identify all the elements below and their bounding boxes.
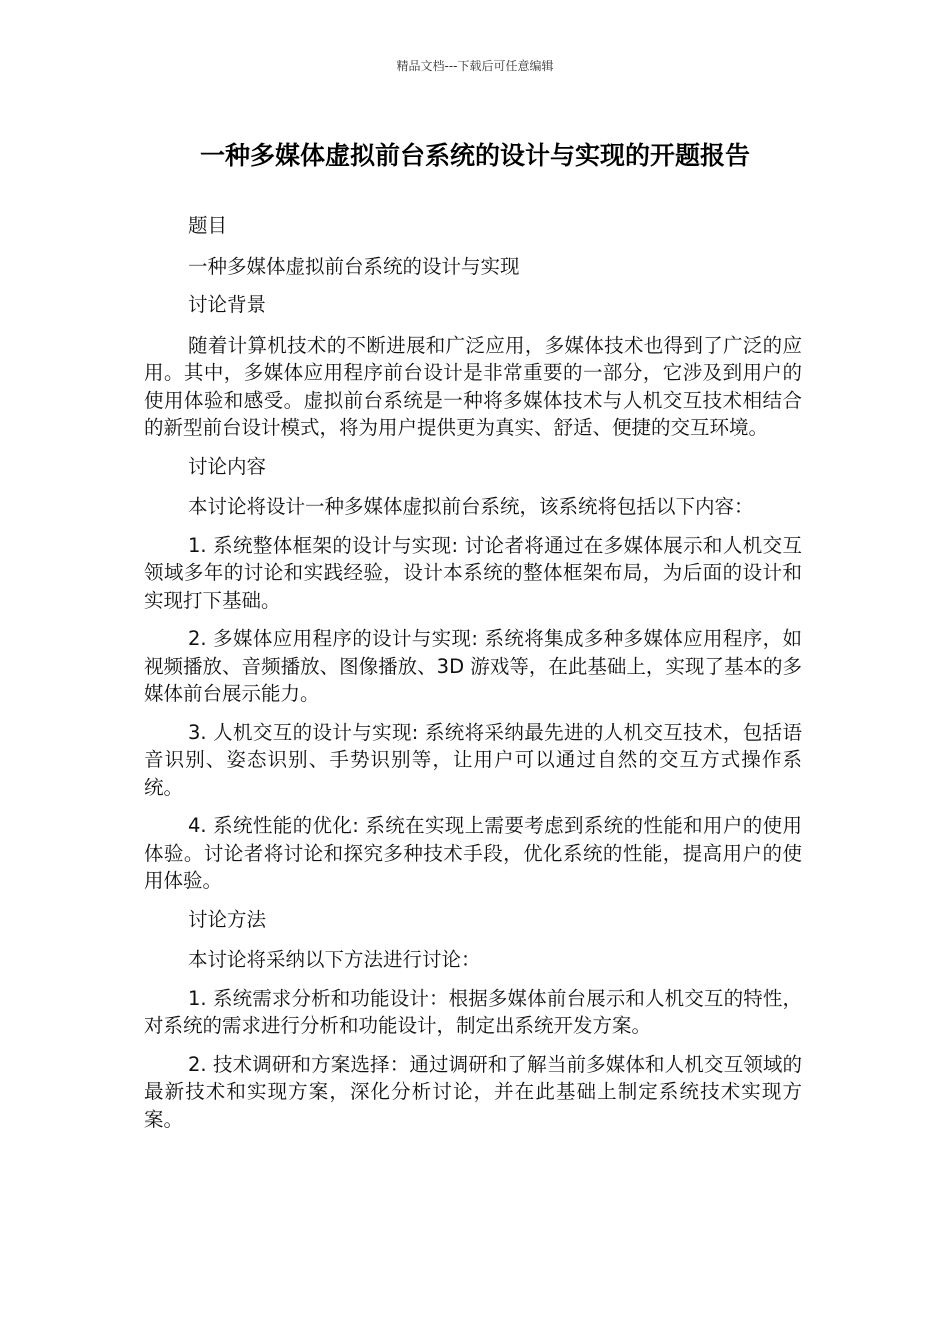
section-heading-background: 讨论背景: [188, 293, 267, 316]
paragraph-topic: 一种多媒体虚拟前台系统的设计与实现: [188, 254, 520, 278]
section-heading-content: 讨论内容: [188, 454, 267, 478]
document-title: 一种多媒体虚拟前台系统的设计与实现的开题报告: [199, 141, 750, 170]
paragraph-content-item-3: 3. 人机交互的设计与实现: 系统将采纳最先进的人机交互技术，包括语音识别、姿态识别、手势识别等，让用户可以通过自然的交互方式操作系统。: [144, 720, 802, 799]
paragraph-content-intro: 本讨论将设计一种多媒体虚拟前台系统，该系统将包括以下内容：: [188, 495, 754, 518]
paragraph-method-item-1: 1. 系统需求分析和功能设计：根据多媒体前台展示和人机交互的特性，对系统的需求进行分析和功能设计，制定出系统开发方案。: [144, 986, 802, 1037]
paragraph-method-intro: 本讨论将采纳以下方法进行讨论：: [188, 948, 481, 971]
section-heading-topic: 题目: [188, 214, 228, 237]
paragraph-background: 随着计算机技术的不断进展和广泛应用，多媒体技术也得到了广泛的应用。其中，多媒体应用程序前台设计是非常重要的一部分，它涉及到用户的使用体验和感受。虚拟前台系统是一种将多媒体技术与人机交互技术相结合的新型前台设计模式，将为用户提供更为真实、舒适、便捷的交互环境。: [144, 333, 802, 439]
paragraph-content-item-1: 1. 系统整体框架的设计与实现: 讨论者将通过在多媒体展示和人机交互领域多年的讨论和实践经验，设计本系统的整体框架布局，为后面的设计和实现打下基础。: [144, 533, 802, 612]
paragraph-content-item-4: 4. 系统性能的优化: 系统在实现上需要考虑到系统的性能和用户的使用体验。讨论者将讨论和探究多种技术手段，优化系统的性能，提高用户的使用体验。: [144, 814, 802, 892]
section-heading-method: 讨论方法: [188, 907, 267, 931]
document-body: [144, 212, 802, 1144]
page-header-note: 精品文档---下载后可任意编辑: [396, 59, 554, 73]
paragraph-method-item-2: 2. 技术调研和方案选择：通过调研和了解当前多媒体和人机交互领域的最新技术和实现方案，深化分析讨论，并在此基础上制定系统技术实现方案。: [144, 1052, 802, 1131]
paragraph-content-item-2: 2. 多媒体应用程序的设计与实现: 系统将集成多种多媒体应用程序，如视频播放、音频播放、图像播放、3D 游戏等，在此基础上，实现了基本的多媒体前台展示能力。: [144, 627, 802, 705]
